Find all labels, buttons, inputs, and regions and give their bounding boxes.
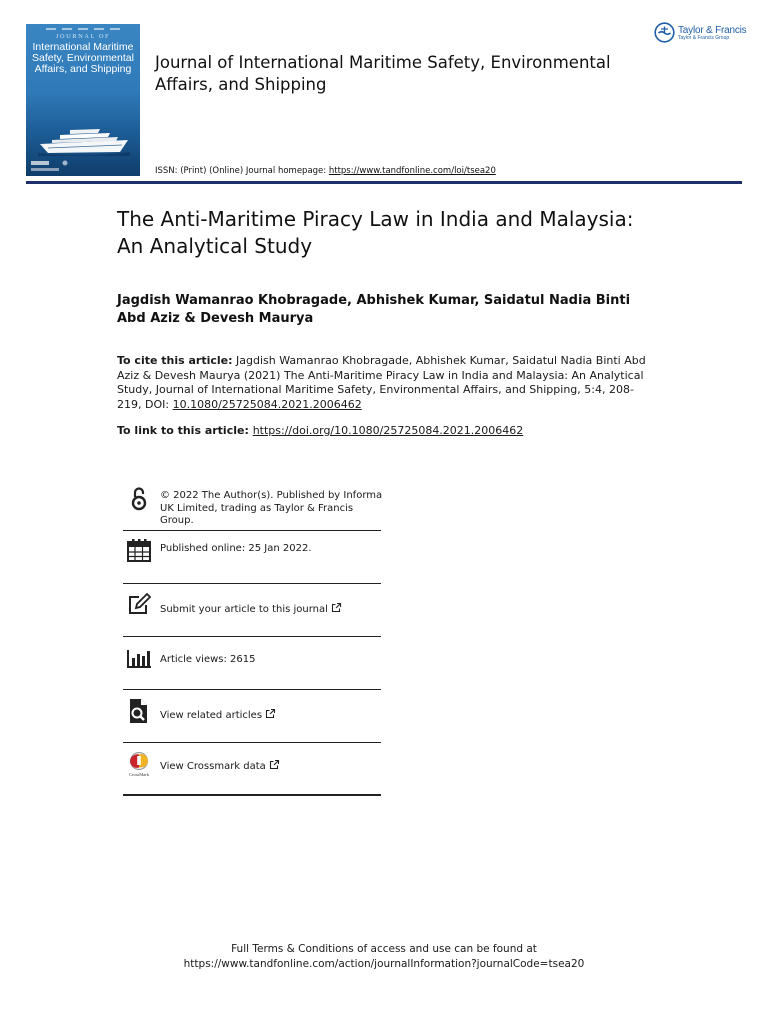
bar-chart-icon: [126, 645, 152, 671]
crossmark-logo-text: CrossMark: [129, 772, 149, 777]
cite-doi-link[interactable]: 10.1080/25725084.2021.2006462: [172, 397, 362, 411]
external-link-icon: [269, 759, 280, 770]
related-articles-item[interactable]: [123, 690, 381, 743]
cover-footer-logos: [30, 159, 136, 173]
terms-line: Full Terms & Conditions of access and use can be found at: [231, 943, 537, 955]
published-date-text: Published online: 25 Jan 2022.: [160, 543, 312, 554]
citation-block: [117, 354, 652, 412]
open-access-item: [123, 480, 381, 531]
publisher-name: Taylor & Francis: [678, 24, 747, 36]
crossmark-label: View Crossmark data: [160, 761, 266, 772]
calendar-icon: [126, 537, 152, 563]
submit-article-label: Submit your article to this journal: [160, 604, 328, 615]
article-views-item: [123, 637, 381, 690]
submit-article-item[interactable]: [123, 584, 381, 637]
cover-top-strip: [26, 26, 140, 32]
journal-title: Journal of International Maritime Safety, Environmental Affairs, and Shipping: [155, 53, 611, 94]
taylor-francis-logo[interactable]: [654, 22, 747, 43]
link-label: To link to this article:: [117, 424, 253, 437]
taylor-francis-emblem-icon: [654, 22, 675, 43]
crossmark-icon: [126, 751, 152, 777]
external-link-icon: [265, 708, 276, 719]
issn-text: ISSN: (Print) (Online) Journal homepage:: [155, 166, 329, 176]
cite-text: Jagdish Wamanrao Khobragade, Abhishek Kumar, Saidatul Nadia Binti Abd Aziz & Devesh Maurya (2021) The Anti-Maritime Piracy Law in India and Malaysia: An Analytical Study, Journal of International Maritime Safety, Environmental Affairs, and Shipping, 5:4, 208-219, DOI:: [117, 354, 646, 411]
article-doi-link[interactable]: https://doi.org/10.1080/25725084.2021.2006462: [252, 424, 524, 437]
article-link-line: [117, 424, 652, 438]
cover-journal-of: JOURNAL OF: [55, 33, 111, 40]
article-info-list: [123, 480, 381, 796]
publisher-sub: Taylor & Francis Group: [678, 34, 730, 41]
published-item: [123, 531, 381, 584]
related-articles-link[interactable]: [160, 708, 276, 723]
crossmark-item[interactable]: [123, 743, 381, 796]
cruise-ship-illustration: [38, 122, 130, 156]
cover-title: International Maritime Safety, Environmental Affairs, and Shipping: [32, 41, 134, 75]
terms-url-link[interactable]: https://www.tandfonline.com/action/journalInformation?journalCode=tsea20: [183, 958, 585, 970]
terms-footer: [0, 942, 768, 972]
external-link-icon: [331, 602, 342, 613]
issn-line: [155, 166, 496, 176]
article-title: The Anti-Maritime Piracy Law in India and Malaysia: An Analytical Study: [117, 207, 634, 258]
related-articles-label: View related articles: [160, 710, 263, 721]
submit-article-link[interactable]: [160, 602, 342, 617]
crossmark-link[interactable]: [160, 759, 280, 774]
journal-homepage-link[interactable]: https://www.tandfonline.com/loi/tsea20: [328, 166, 496, 176]
article-views-text: Article views: 2615: [160, 654, 256, 665]
open-access-text: © 2022 The Author(s). Published by Informa UK Limited, trading as Taylor & Francis Group.: [160, 490, 383, 526]
journal-cover-image: [26, 24, 140, 176]
cite-label: To cite this article:: [117, 354, 233, 367]
edit-pencil-icon: [126, 592, 152, 618]
header-rule: [26, 181, 742, 184]
open-access-icon: [126, 486, 152, 512]
document-search-icon: [126, 698, 152, 724]
article-authors: Jagdish Wamanrao Khobragade, Abhishek Kumar, Saidatul Nadia Binti Abd Aziz & Devesh Maurya: [117, 293, 631, 326]
